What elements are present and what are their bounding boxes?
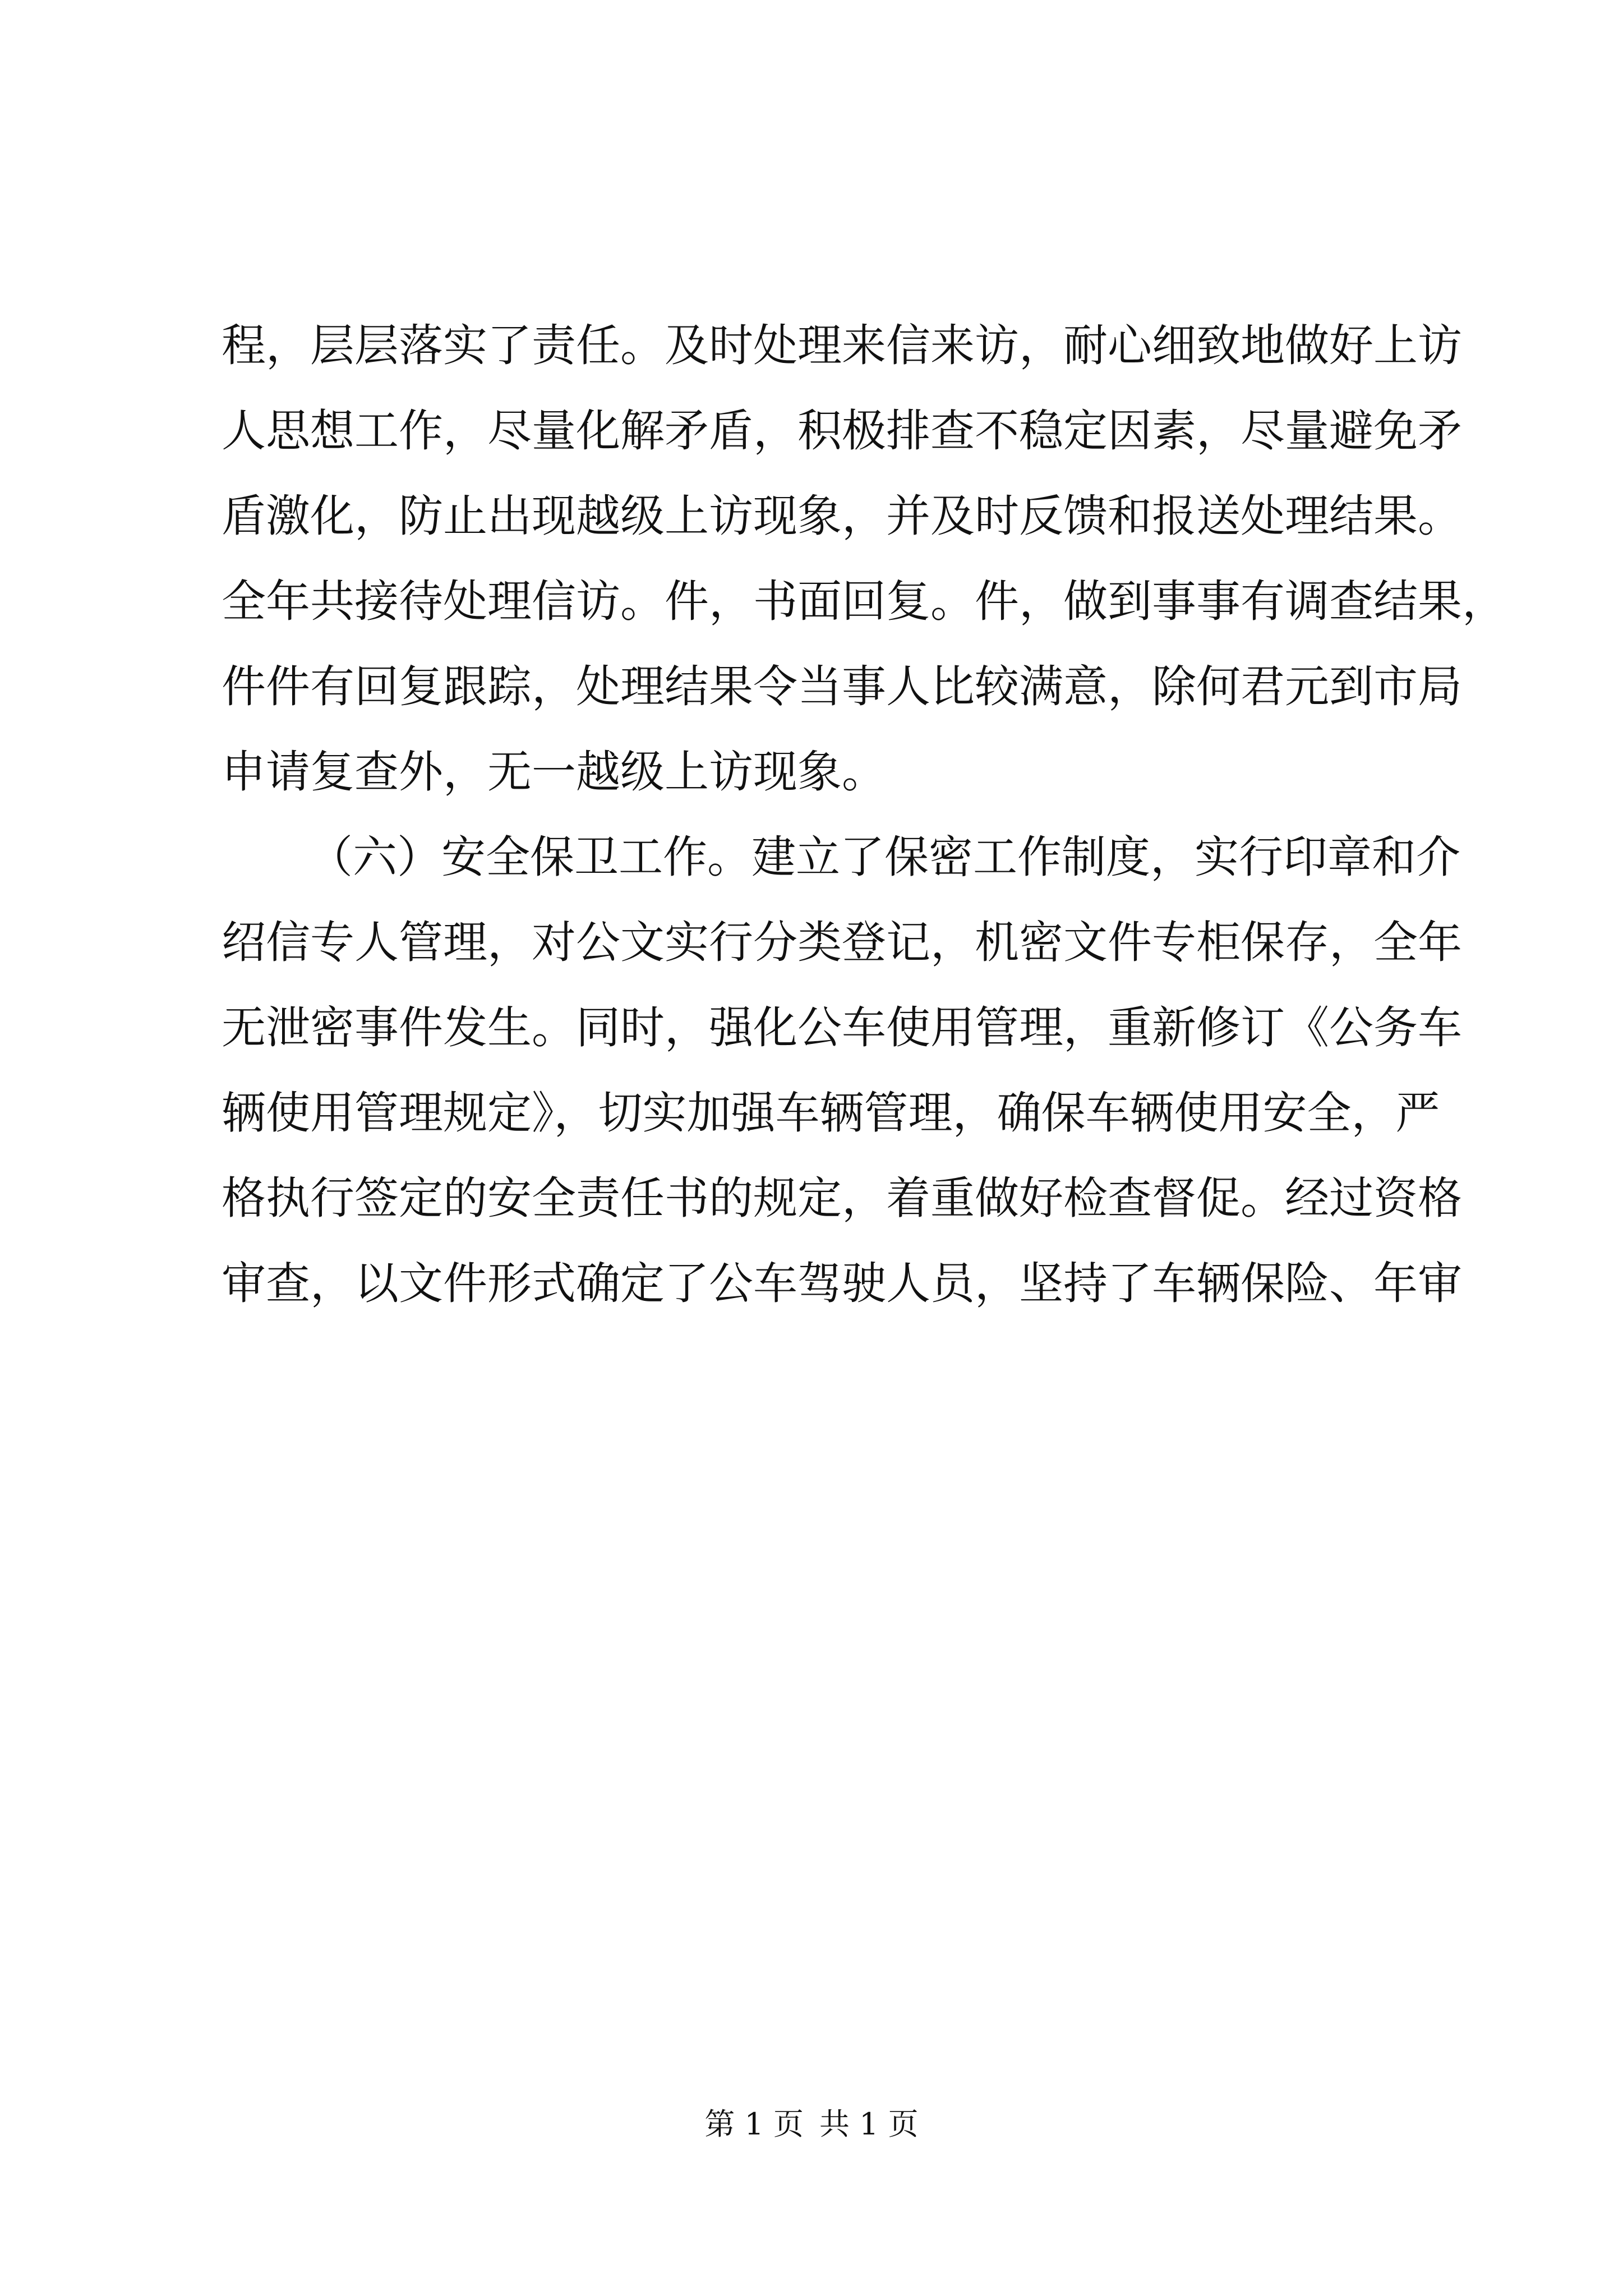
page-total: 共 1 页 [819, 2106, 919, 2142]
text-line: 绍信专人管理，对公文实行分类登记，机密文件专柜保存，全年 [222, 917, 1462, 968]
page-number: 第 1 页 [704, 2106, 804, 2142]
text-line: 格执行签定的安全责任书的规定，着重做好检查督促。经过资格 [222, 1172, 1462, 1224]
document-body [222, 303, 1506, 1326]
paragraph-2 [222, 815, 1462, 1326]
text-line: 人思想工作，尽量化解矛盾，积极排查不稳定因素，尽量避免矛 [222, 405, 1462, 457]
paragraph-1 [222, 303, 1506, 815]
text-line: 全年共接待处理信访。件，书面回复。件，做到事事有调查结果， [222, 576, 1506, 627]
text-line: 程，层层落实了责任。及时处理来信来访，耐心细致地做好上访 [222, 320, 1462, 371]
text-line: （六）安全保卫工作。建立了保密工作制度，实行印章和介 [308, 831, 1460, 883]
text-line: 无泄密事件发生。同时，强化公车使用管理，重新修订《公务车 [222, 1002, 1462, 1053]
text-line: 盾激化，防止出现越级上访现象，并及时反馈和报送处理结果。 [222, 490, 1462, 542]
text-line: 申请复查外，无一越级上访现象。 [222, 746, 886, 798]
text-line: 辆使用管理规定》，切实加强车辆管理，确保车辆使用安全，严 [222, 1087, 1440, 1139]
text-line: 审查，以文件形式确定了公车驾驶人员，坚持了车辆保险、年审 [222, 1258, 1462, 1309]
text-line: 件件有回复跟踪，处理结果令当事人比较满意，除何君元到市局 [222, 661, 1462, 712]
page-footer [0, 2105, 1623, 2144]
